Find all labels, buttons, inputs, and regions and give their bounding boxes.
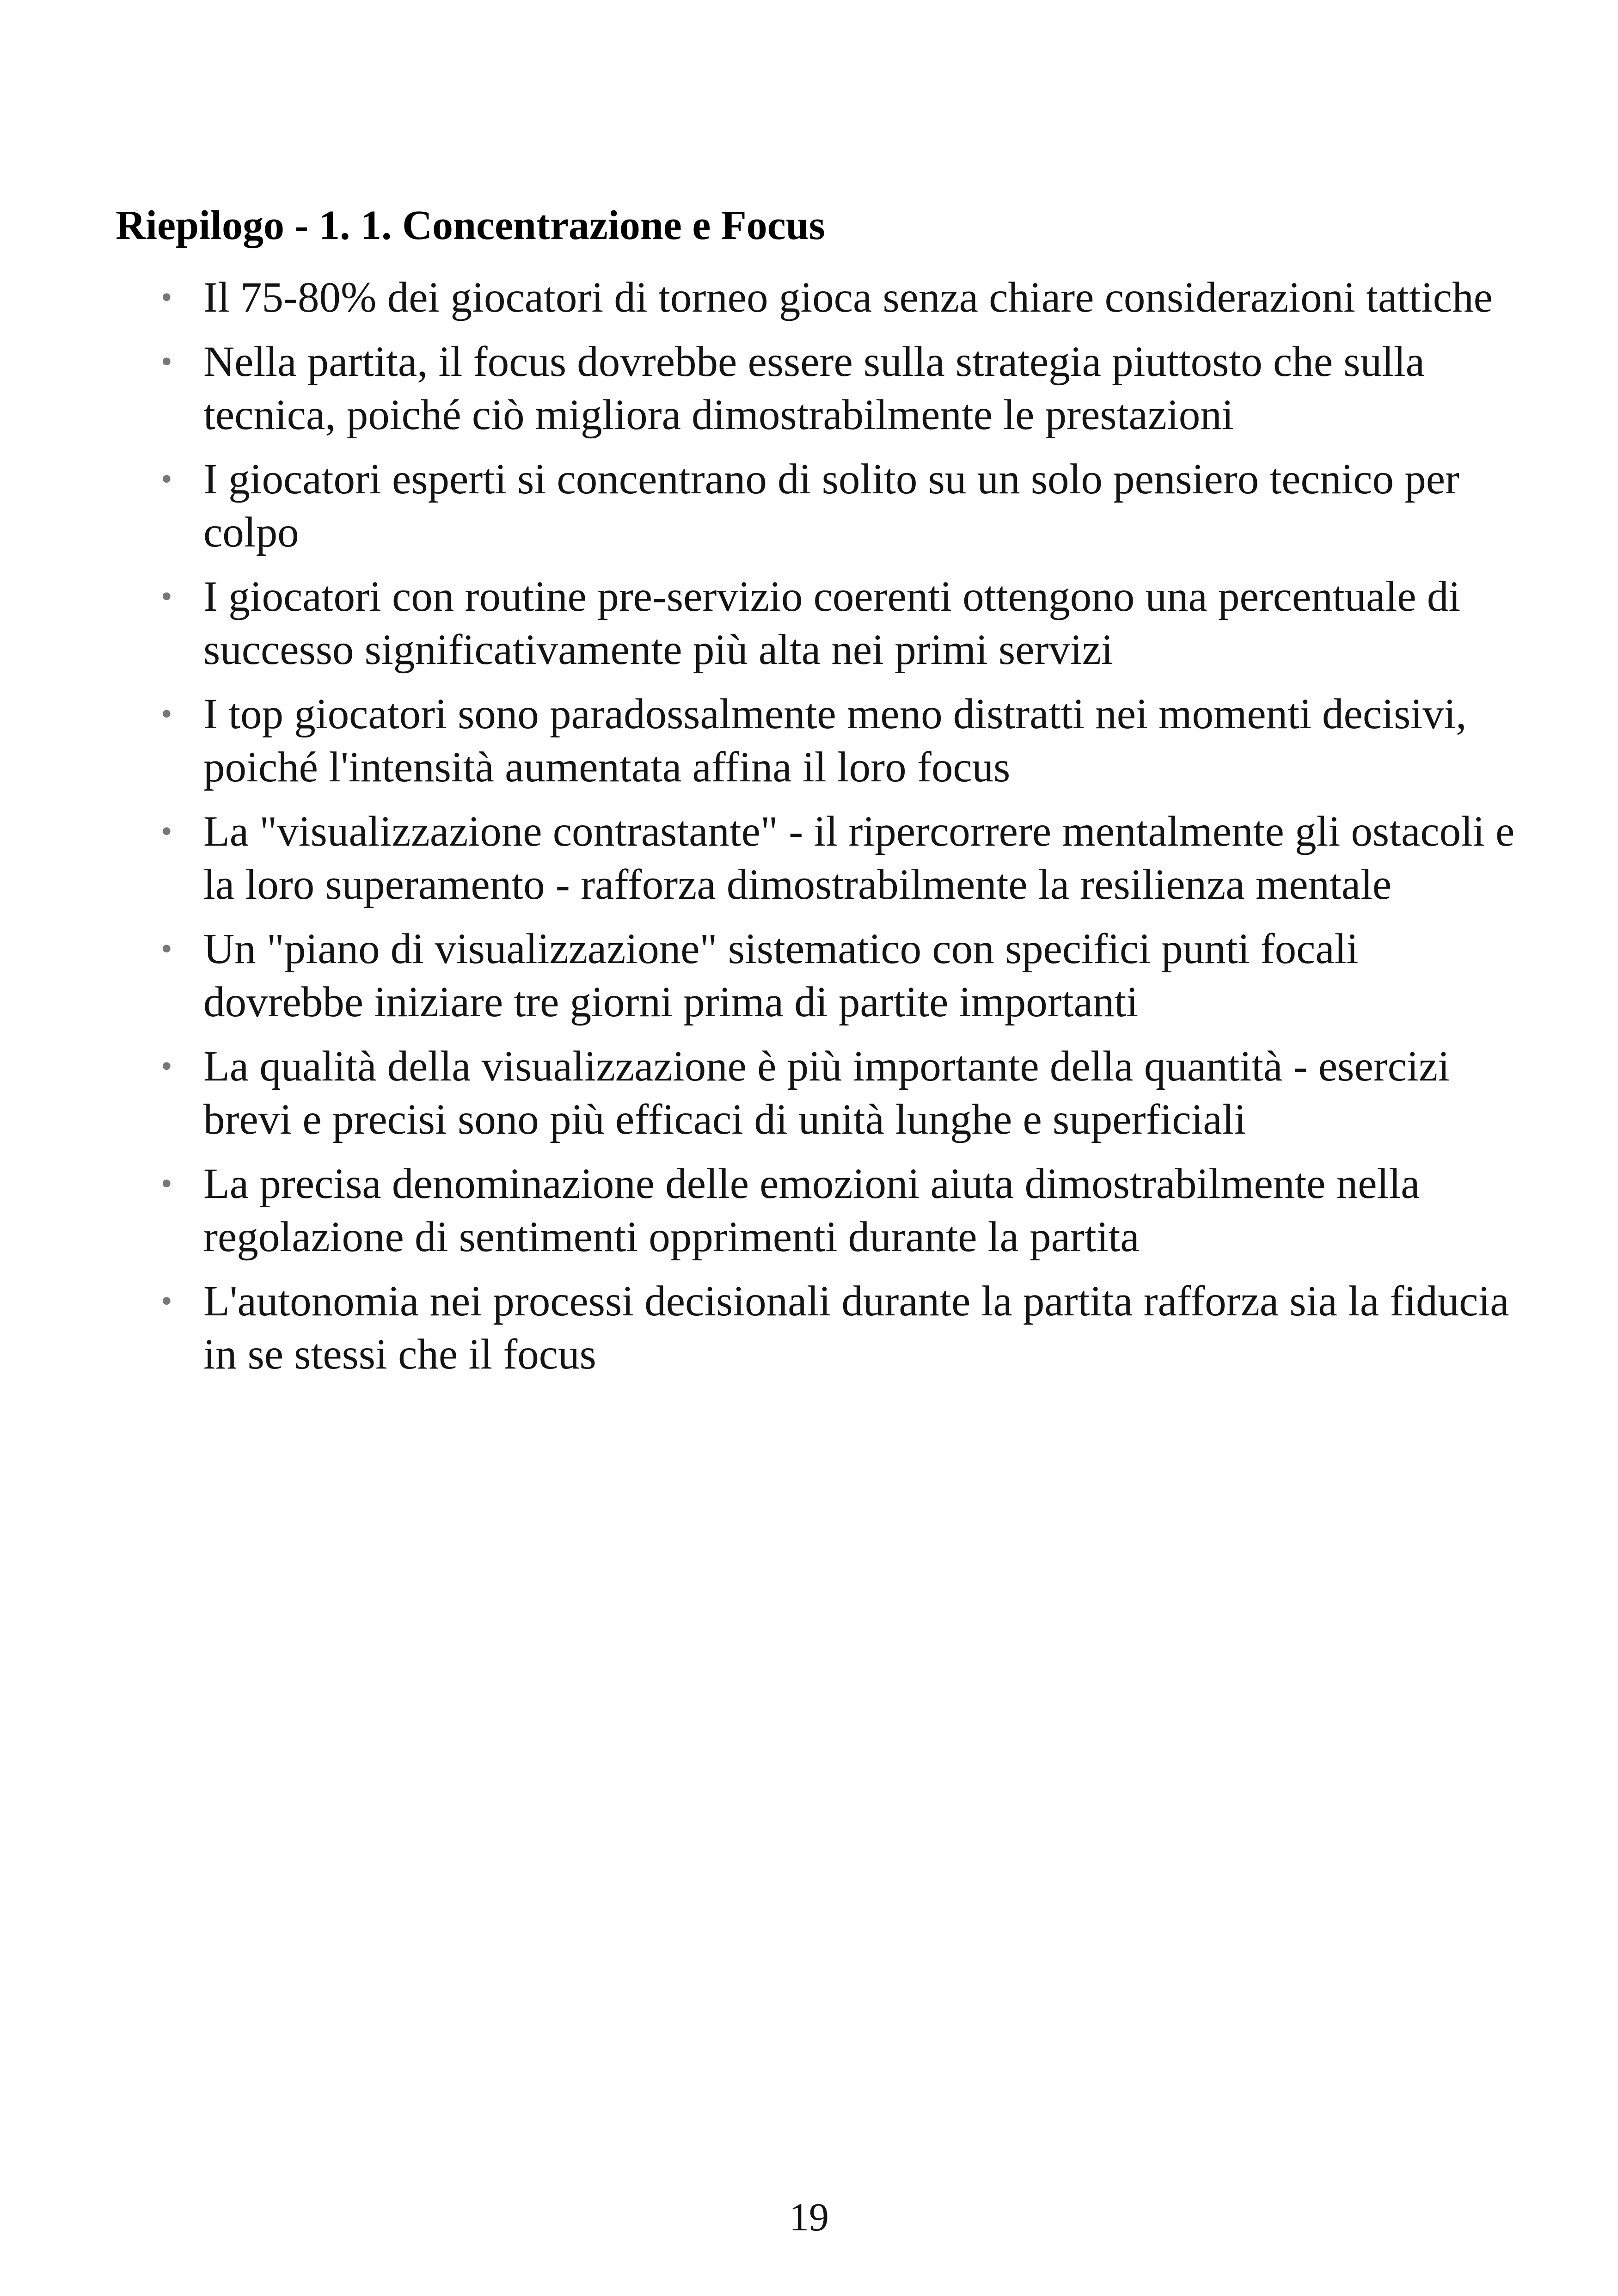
- bullet-icon: •: [161, 344, 172, 380]
- summary-item-text: Un "piano di visualizzazione" sistematico con specifici punti focali dovrebbe iniziare tre giorni prima di partite importanti: [203, 925, 1359, 1026]
- summary-item-text: Il 75-80% dei giocatori di torneo gioca senza chiare considerazioni tattiche: [203, 274, 1493, 321]
- bullet-icon: •: [161, 1283, 172, 1319]
- summary-item: [157, 1157, 1516, 1264]
- bullet-icon: •: [161, 579, 172, 614]
- bullet-icon: •: [161, 814, 172, 849]
- summary-item-text: L'autonomia nei processi decisionali durante la partita rafforza sia la fiducia in se stessi che il focus: [203, 1277, 1509, 1378]
- summary-item-text: La qualità della visualizzazione è più importante della quantità - esercizi brevi e precisi sono più efficaci di unità lunghe e superficiali: [203, 1043, 1450, 1143]
- summary-item-text: La "visualizzazione contrastante" - il ripercorrere mentalmente gli ostacoli e la loro superamento - rafforza dimostrabilmente la resilienza mentale: [203, 808, 1515, 909]
- summary-item: [157, 805, 1516, 911]
- bullet-icon: •: [161, 696, 172, 732]
- bullet-icon: •: [161, 931, 172, 967]
- summary-item: [157, 1040, 1516, 1146]
- bullet-icon: •: [161, 461, 172, 497]
- summary-item-text: I giocatori esperti si concentrano di solito su un solo pensiero tecnico per colpo: [203, 455, 1459, 556]
- page-number: 19: [789, 2195, 829, 2239]
- summary-item: [157, 335, 1516, 442]
- summary-item: [157, 453, 1516, 559]
- summary-item-text: Nella partita, il focus dovrebbe essere sulla strategia piuttosto che sulla tecnica, poiché ciò migliora dimostrabilmente le prestazioni: [203, 338, 1425, 439]
- summary-item-text: I giocatori con routine pre-servizio coerenti ottengono una percentuale di successo significativamente più alta nei primi servizi: [203, 573, 1461, 674]
- summary-item: [157, 570, 1516, 676]
- section-heading: Riepilogo - 1. 1. Concentrazione e Focus: [116, 203, 825, 248]
- summary-item: [157, 688, 1516, 794]
- summary-list: [157, 271, 1516, 1392]
- summary-item: [157, 1275, 1516, 1381]
- summary-item: [157, 922, 1516, 1029]
- summary-item-text: I top giocatori sono paradossalmente meno distratti nei momenti decisivi, poiché l'intensità aumentata affina il loro focus: [203, 690, 1467, 791]
- summary-item: [157, 271, 1516, 324]
- bullet-icon: •: [161, 1166, 172, 1202]
- summary-item-text: La precisa denominazione delle emozioni aiuta dimostrabilmente nella regolazione di sentimenti opprimenti durante la partita: [203, 1160, 1420, 1261]
- bullet-icon: •: [161, 1049, 172, 1084]
- bullet-icon: •: [161, 280, 172, 315]
